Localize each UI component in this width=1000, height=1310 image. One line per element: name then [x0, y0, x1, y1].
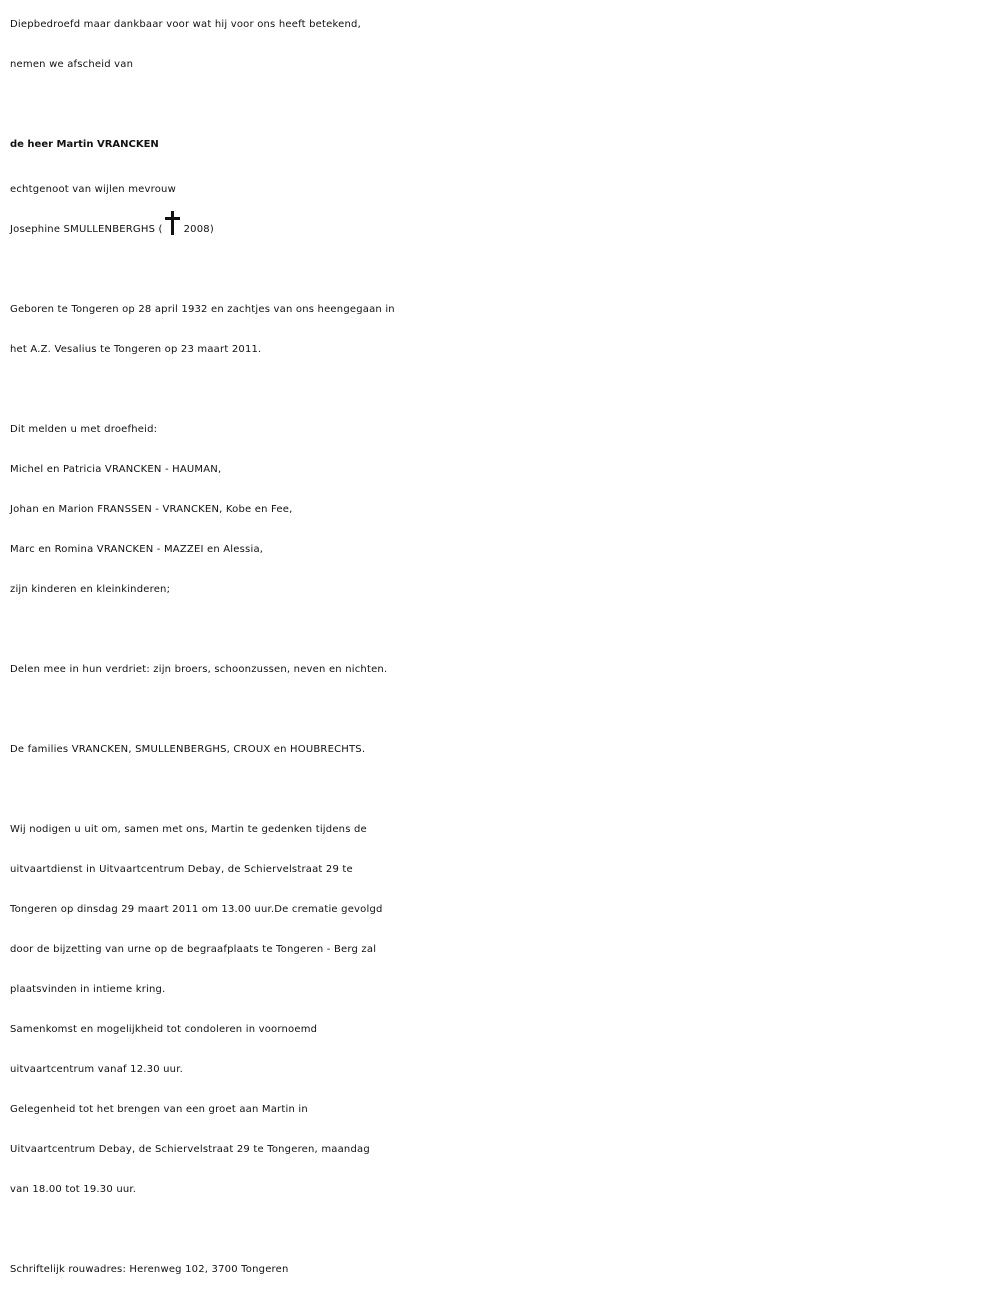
spacer [10, 1210, 995, 1250]
ceremony-line: uitvaartdienst in Uitvaartcentrum Debay, de Schiervelstraat 29 te [10, 864, 353, 875]
birth-death-line-2: het A.Z. Vesalius te Tongeren op 23 maart 2011. [10, 344, 262, 355]
spouse-line-2 [10, 210, 995, 250]
spacer [10, 770, 995, 810]
ceremony-line: Uitvaartcentrum Debay, de Schiervelstraat 29 te Tongeren, maandag [10, 1144, 370, 1155]
ceremony-line: Wij nodigen u uit om, samen met ons, Martin te gedenken tijdens de [10, 824, 367, 835]
intro-line-1: Diepbedroefd maar dankbaar voor wat hij voor ons heeft betekend, [10, 19, 361, 30]
ceremony-line: van 18.00 tot 19.30 uur. [10, 1184, 137, 1195]
spouse-name: Josephine SMULLENBERGHS ( [10, 224, 163, 235]
ceremony-line: Gelegenheid tot het brengen van een groet aan Martin in [10, 1104, 308, 1115]
spouse-line-1: echtgenoot van wijlen mevrouw [10, 184, 176, 195]
spacer [10, 250, 995, 290]
obituary-document [10, 5, 995, 1290]
ceremony-line: door de bijzetting van urne op de begraafplaats te Tongeren - Berg zal [10, 944, 377, 955]
families-line: De families VRANCKEN, SMULLENBERGHS, CROUX en HOUBRECHTS. [10, 744, 366, 755]
spacer [10, 690, 995, 730]
intro-line-2: nemen we afscheid van [10, 59, 134, 70]
announcers-heading: Dit melden u met droefheid: [10, 424, 158, 435]
ceremony-line: uitvaartcentrum vanaf 12.30 uur. [10, 1064, 183, 1075]
cross-icon [165, 211, 179, 235]
ceremony-line: plaatsvinden in intieme kring. [10, 984, 166, 995]
announcer-family: Johan en Marion FRANSSEN - VRANCKEN, Kobe en Fee, [10, 504, 293, 515]
announcers-closing: zijn kinderen en kleinkinderen; [10, 584, 171, 595]
spacer [10, 370, 995, 410]
spacer [10, 610, 995, 650]
ceremony-line: Samenkomst en mogelijkheid tot condoleren in voornoemd [10, 1024, 318, 1035]
deceased-name: de heer Martin VRANCKEN [10, 139, 159, 150]
birth-death-line-1: Geboren te Tongeren op 28 april 1932 en zachtjes van ons heengegaan in [10, 304, 395, 315]
shared-grief-line: Delen mee in hun verdriet: zijn broers, schoonzussen, neven en nichten. [10, 664, 388, 675]
ceremony-line: Tongeren op dinsdag 29 maart 2011 om 13.00 uur.De crematie gevolgd [10, 904, 383, 915]
announcer-family: Michel en Patricia VRANCKEN - HAUMAN, [10, 464, 222, 475]
mourning-address: Schriftelijk rouwadres: Herenweg 102, 3700 Tongeren [10, 1264, 289, 1275]
announcer-family: Marc en Romina VRANCKEN - MAZZEI en Alessia, [10, 544, 264, 555]
spouse-death-year: 2008) [183, 224, 214, 235]
